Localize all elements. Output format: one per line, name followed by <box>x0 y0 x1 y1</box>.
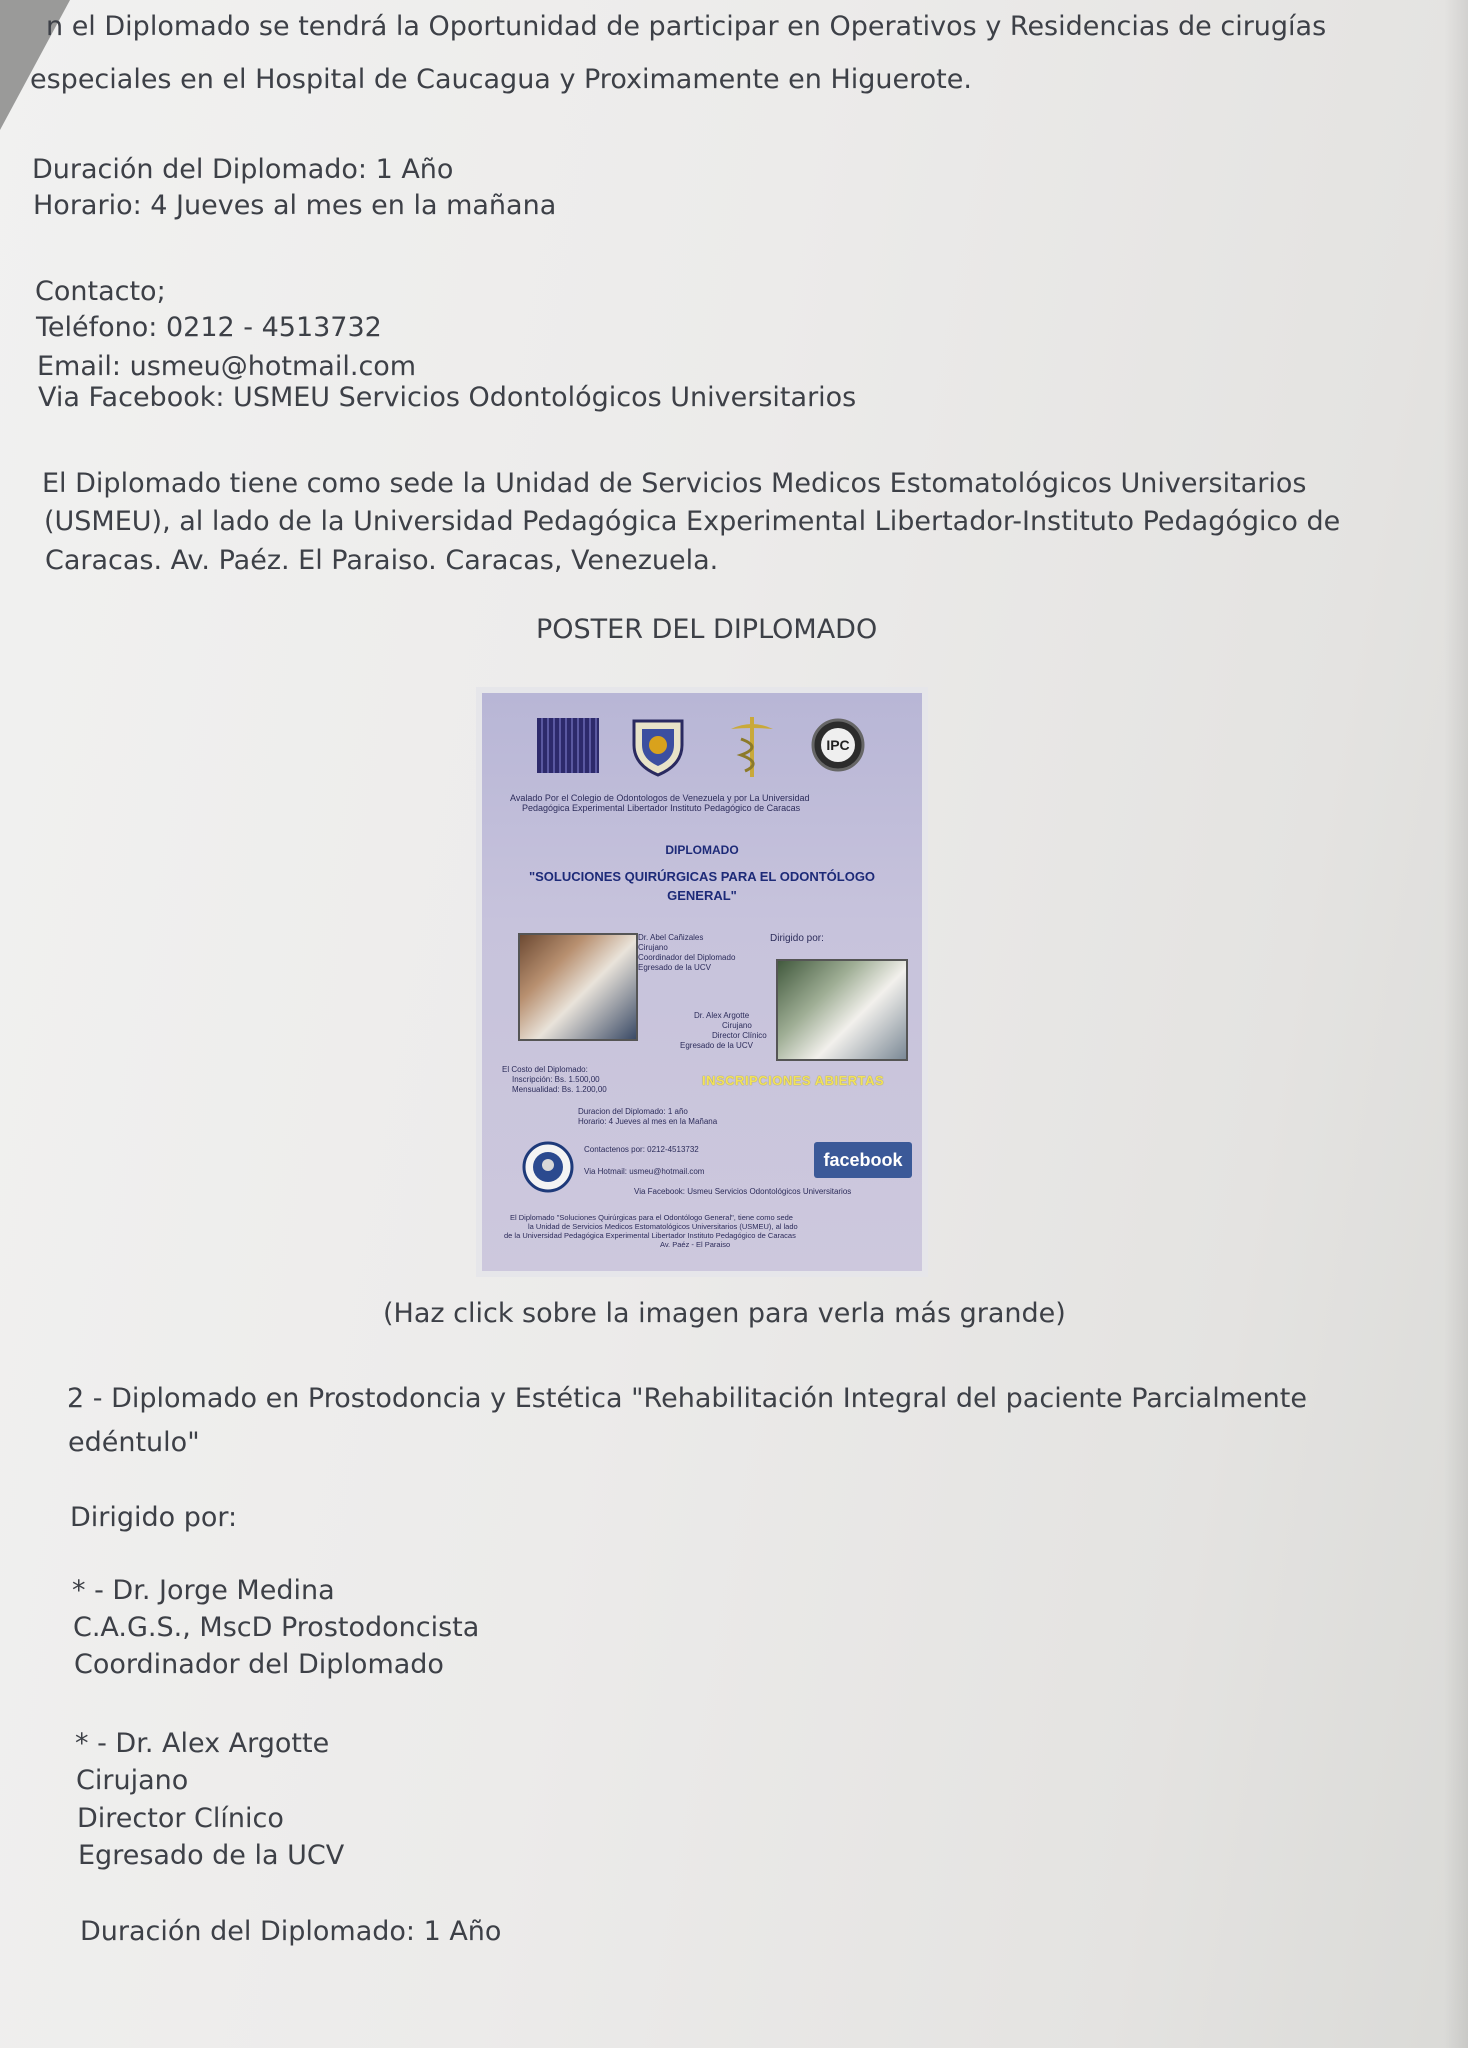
poster-alex-3: Director Clínico <box>712 1031 767 1040</box>
poster-horario: Horario: 4 Jueves al mes en la Mañana <box>578 1117 718 1126</box>
poster-duracion: Duracion del Diplomado: 1 año <box>578 1107 688 1116</box>
telefono-text: Teléfono: 0212 - 4513732 <box>36 312 382 343</box>
argotte-name: * - Dr. Alex Argotte <box>75 1728 330 1759</box>
argotte-title: Cirujano <box>76 1765 189 1796</box>
poster-hotmail: Via Hotmail: usmeu@hotmail.com <box>584 1167 705 1176</box>
medina-name: * - Dr. Jorge Medina <box>72 1575 335 1606</box>
poster-title: POSTER DEL DIPLOMADO <box>536 614 878 645</box>
diplomado2-title-line-2: edéntulo" <box>68 1427 200 1458</box>
sede-text-line-2: (USMEU), al lado de la Universidad Pedagógica Experimental Libertador-Instituto Pedagógico de <box>44 506 1341 537</box>
poster-sede-1: El Diplomado "Soluciones Quirúrgicas para el Odontólogo General", tiene como sede <box>510 1213 793 1222</box>
poster-facebook: Via Facebook: Usmeu Servicios Odontológicos Universitarios <box>634 1187 852 1196</box>
intro-text-line-1: n el Diplomado se tendrá la Oportunidad de participar en Operativos y Residencias de cirugías <box>46 11 1327 42</box>
poster-abel-2: Cirujano <box>638 943 668 952</box>
poster-sede-4: Av. Paéz - El Paraiso <box>660 1240 731 1249</box>
poster-costo-3: Mensualidad: Bs. 1.200,00 <box>512 1085 607 1094</box>
sede-text-line-1: El Diplomado tiene como sede la Unidad de Servicios Medicos Estomatológicos Universitarios <box>42 468 1307 499</box>
duracion-text: Duración del Diplomado: 1 Año <box>32 154 454 185</box>
poster-abel-3: Coordinador del Diplomado <box>638 953 736 962</box>
poster-name-1: "SOLUCIONES QUIRÚRGICAS PARA EL ODONTÓLOGO <box>528 869 876 884</box>
caduceus-icon <box>727 713 777 779</box>
poster-alex-4: Egresado de la UCV <box>680 1041 753 1050</box>
poster-sede-2: la Unidad de Servicios Medicos Estomatológicos Universitarios (USMEU), al lado <box>528 1222 798 1231</box>
contacto-heading: Contacto; <box>35 276 166 307</box>
poster-avalado-2: Pedagógica Experimental Libertador Instituto Pedagógico de Caracas <box>522 803 801 813</box>
university-logo-icon <box>537 718 599 773</box>
facebook-text: Via Facebook: USMEU Servicios Odontológicos Universitarios <box>38 382 857 413</box>
poster-alex-2: Cirujano <box>722 1021 752 1030</box>
diplomado2-title-line-1: 2 - Diplomado en Prostodoncia y Estética "Rehabilitación Integral del paciente Parcialmente <box>67 1383 1307 1414</box>
poster-alex-1: Dr. Alex Argotte <box>694 1011 750 1020</box>
poster-image[interactable] <box>482 693 922 1271</box>
sede-text-line-3: Caracas. Av. Paéz. El Paraiso. Caracas, Venezuela. <box>45 545 719 576</box>
dirigido-por-heading: Dirigido por: <box>70 1502 238 1533</box>
duracion-2-text: Duración del Diplomado: 1 Año <box>80 1916 502 1947</box>
email-text: Email: usmeu@hotmail.com <box>37 351 417 382</box>
poster-inscripciones: INSCRIPCIONES ABIERTAS <box>702 1073 885 1088</box>
horario-text: Horario: 4 Jueves al mes en la mañana <box>33 190 557 221</box>
alex-photo <box>776 959 908 1061</box>
poster-diplomado: DIPLOMADO <box>665 843 739 857</box>
poster-contacto: Contactenos por: 0212-4513732 <box>584 1145 699 1154</box>
poster-abel-1: Dr. Abel Cañizales <box>638 933 704 942</box>
argotte-role: Director Clínico <box>77 1803 284 1834</box>
intro-text-line-2: especiales en el Hospital de Caucagua y Proximamente en Higuerote. <box>30 64 972 95</box>
poster-costo-1: El Costo del Diplomado: <box>502 1065 588 1074</box>
medina-title: C.A.G.S., MscD Prostodoncista <box>73 1612 480 1643</box>
poster-name-2: GENERAL" <box>667 888 737 903</box>
page-edge-shadow <box>1444 0 1468 2048</box>
poster-dirigido: Dirigido por: <box>770 933 824 944</box>
poster-abel-4: Egresado de la UCV <box>638 963 711 972</box>
poster-costo-2: Inscripción: Bs. 1.500,00 <box>512 1075 600 1084</box>
colegio-shield-icon <box>630 715 686 777</box>
ipc-logo-icon <box>810 717 866 773</box>
usmeu-round-logo-icon <box>522 1141 574 1193</box>
poster-avalado-1: Avalado Por el Colegio de Odontologos de Venezuela y por La Universidad <box>510 793 810 803</box>
facebook-logo: facebook <box>814 1142 912 1178</box>
poster-sede-3: de la Universidad Pedagógica Experimental Libertador Instituto Pedagógico de Caracas <box>504 1231 796 1240</box>
abel-photo <box>518 933 638 1041</box>
argotte-edu: Egresado de la UCV <box>78 1840 345 1871</box>
ipc-logo-text: IPC <box>826 737 850 753</box>
click-note: (Haz click sobre la imagen para verla más grande) <box>383 1298 1066 1329</box>
medina-role: Coordinador del Diplomado <box>74 1649 444 1680</box>
